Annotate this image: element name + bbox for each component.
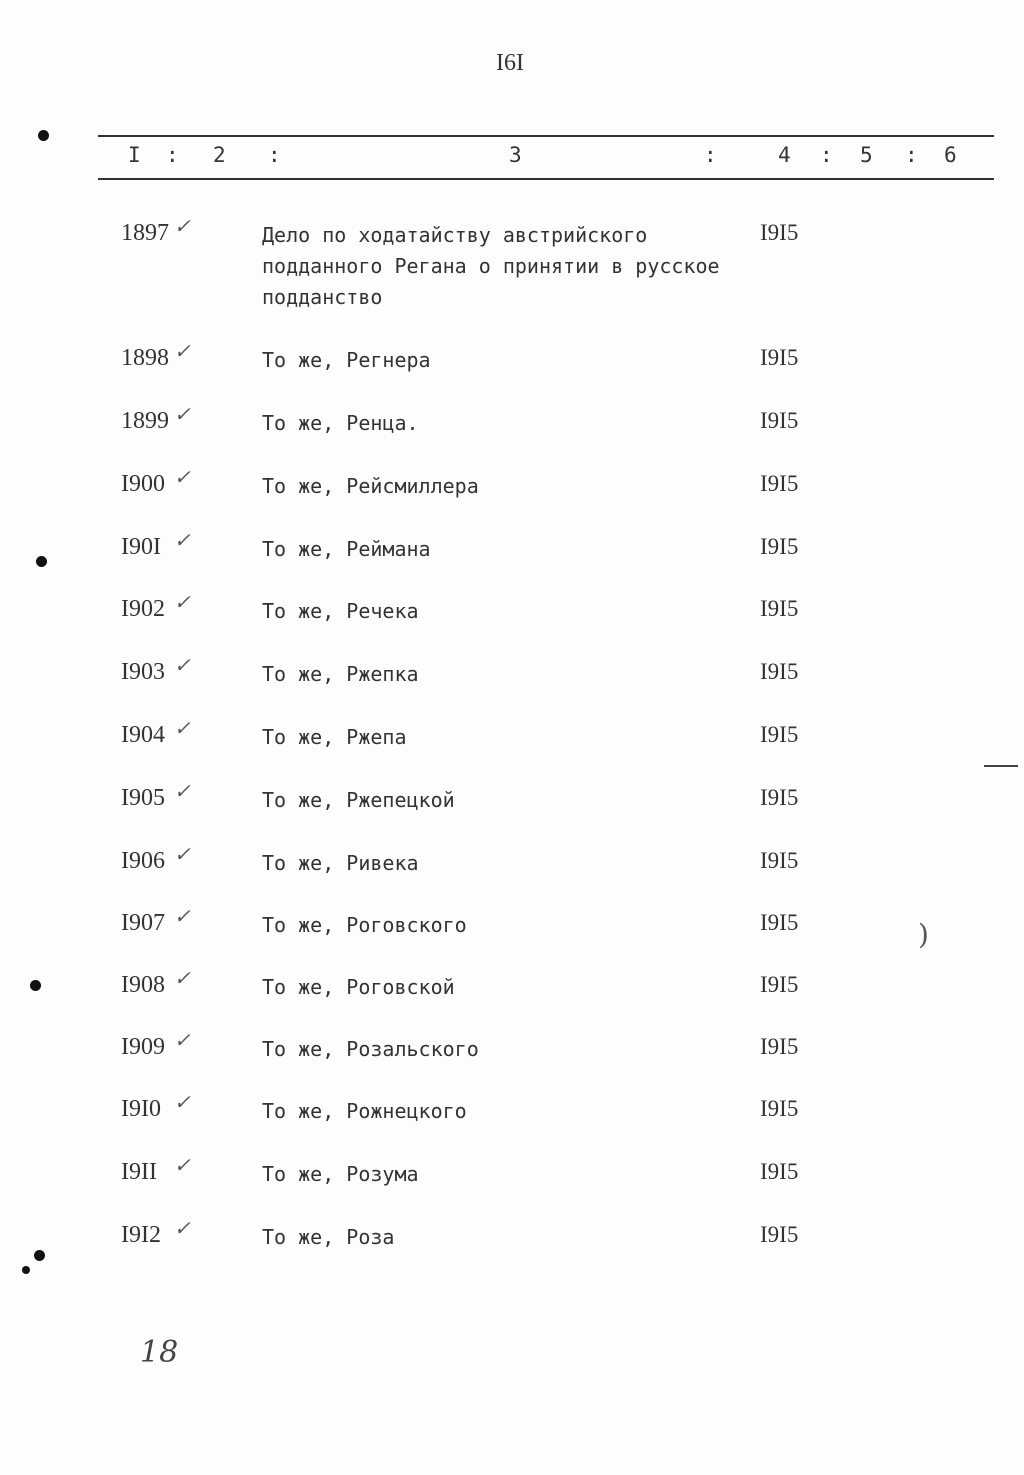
record-number: I905 xyxy=(121,785,165,811)
record-number: I909 xyxy=(121,1034,165,1060)
checkmark-icon: ✓ xyxy=(174,339,191,363)
checkmark-icon: ✓ xyxy=(174,779,191,803)
record-title: То же, Ржепка xyxy=(262,662,419,686)
record-year: I9I5 xyxy=(760,345,799,370)
punch-hole xyxy=(22,1266,30,1274)
record-title: То же, Рейсмиллера xyxy=(262,474,479,498)
record-year: I9I5 xyxy=(760,596,799,621)
record-year: I9I5 xyxy=(760,534,799,559)
punch-hole xyxy=(34,1250,45,1261)
record-title: Дело по ходатайству австрийского подданного Регана о принятии в русское подданство xyxy=(262,223,720,309)
punch-hole xyxy=(38,130,49,141)
header-col-4: 4 xyxy=(778,143,791,167)
checkmark-icon: ✓ xyxy=(174,1090,191,1114)
punch-hole xyxy=(36,556,47,567)
checkmark-icon: ✓ xyxy=(174,904,191,928)
record-number: I90I xyxy=(121,534,161,560)
checkmark-icon: ✓ xyxy=(174,1216,191,1240)
checkmark-icon: ✓ xyxy=(174,590,191,614)
record-number: 1898 xyxy=(121,345,169,371)
record-title: То же, Речека xyxy=(262,599,419,623)
margin-dash xyxy=(984,765,1018,767)
record-year: I9I5 xyxy=(760,1034,799,1059)
record-title: То же, Реймана xyxy=(262,537,431,561)
record-number: I908 xyxy=(121,972,165,998)
record-title: То же, Рожнецкого xyxy=(262,1099,467,1123)
checkmark-icon: ✓ xyxy=(174,528,191,552)
record-year: I9I5 xyxy=(760,471,799,496)
punch-hole xyxy=(30,980,41,991)
header-separator: : xyxy=(166,143,179,167)
header-separator: : xyxy=(268,143,281,167)
page-number: I6I xyxy=(496,50,524,76)
checkmark-icon: ✓ xyxy=(174,1153,191,1177)
record-year: I9I5 xyxy=(760,220,799,245)
record-number: I906 xyxy=(121,848,165,874)
checkmark-icon: ✓ xyxy=(174,842,191,866)
record-number: I907 xyxy=(121,910,165,936)
record-title: То же, Розальского xyxy=(262,1037,479,1061)
record-year: I9I5 xyxy=(760,848,799,873)
checkmark-icon: ✓ xyxy=(174,402,191,426)
header-separator: : xyxy=(820,143,833,167)
record-title: То же, Роговской xyxy=(262,975,455,999)
checkmark-icon: ✓ xyxy=(174,966,191,990)
record-year: I9I5 xyxy=(760,1159,799,1184)
checkmark-icon: ✓ xyxy=(174,653,191,677)
record-number: 1897 xyxy=(121,220,169,246)
margin-bracket-mark: ) xyxy=(918,918,929,951)
header-separator: : xyxy=(905,143,918,167)
checkmark-icon: ✓ xyxy=(174,716,191,740)
record-title: То же, Розума xyxy=(262,1162,419,1186)
checkmark-icon: ✓ xyxy=(174,1028,191,1052)
record-year: I9I5 xyxy=(760,972,799,997)
record-number: I904 xyxy=(121,722,165,748)
header-col-6: 6 xyxy=(944,143,957,167)
record-year: I9I5 xyxy=(760,1222,799,1247)
record-number: I9I2 xyxy=(121,1222,161,1248)
header-col-1: I xyxy=(128,143,141,167)
record-year: I9I5 xyxy=(760,659,799,684)
handwritten-sheet-number: 18 xyxy=(140,1335,179,1370)
record-year: I9I5 xyxy=(760,722,799,747)
record-number: I9I0 xyxy=(121,1096,161,1122)
checkmark-icon: ✓ xyxy=(174,465,191,489)
record-title: То же, Ренца. xyxy=(262,411,419,435)
record-title: То же, Ривека xyxy=(262,851,419,875)
header-rule-top xyxy=(98,135,994,137)
record-number: I902 xyxy=(121,596,165,622)
header-rule-bottom xyxy=(98,178,994,180)
record-title: То же, Ржепа xyxy=(262,725,407,749)
record-number: 1899 xyxy=(121,408,169,434)
record-title: То же, Роза xyxy=(262,1225,395,1249)
record-year: I9I5 xyxy=(760,408,799,433)
record-year: I9I5 xyxy=(760,785,799,810)
header-col-5: 5 xyxy=(860,143,873,167)
header-separator: : xyxy=(704,143,717,167)
header-col-2: 2 xyxy=(213,143,226,167)
record-year: I9I5 xyxy=(760,910,799,935)
record-title: То же, Роговского xyxy=(262,913,467,937)
table-header xyxy=(0,143,1024,173)
record-title: То же, Регнера xyxy=(262,348,431,372)
record-number: I903 xyxy=(121,659,165,685)
record-number: I9II xyxy=(121,1159,157,1185)
record-title: То же, Ржепецкой xyxy=(262,788,455,812)
checkmark-icon: ✓ xyxy=(174,214,191,238)
header-col-3: 3 xyxy=(509,143,522,167)
record-number: I900 xyxy=(121,471,165,497)
record-year: I9I5 xyxy=(760,1096,799,1121)
